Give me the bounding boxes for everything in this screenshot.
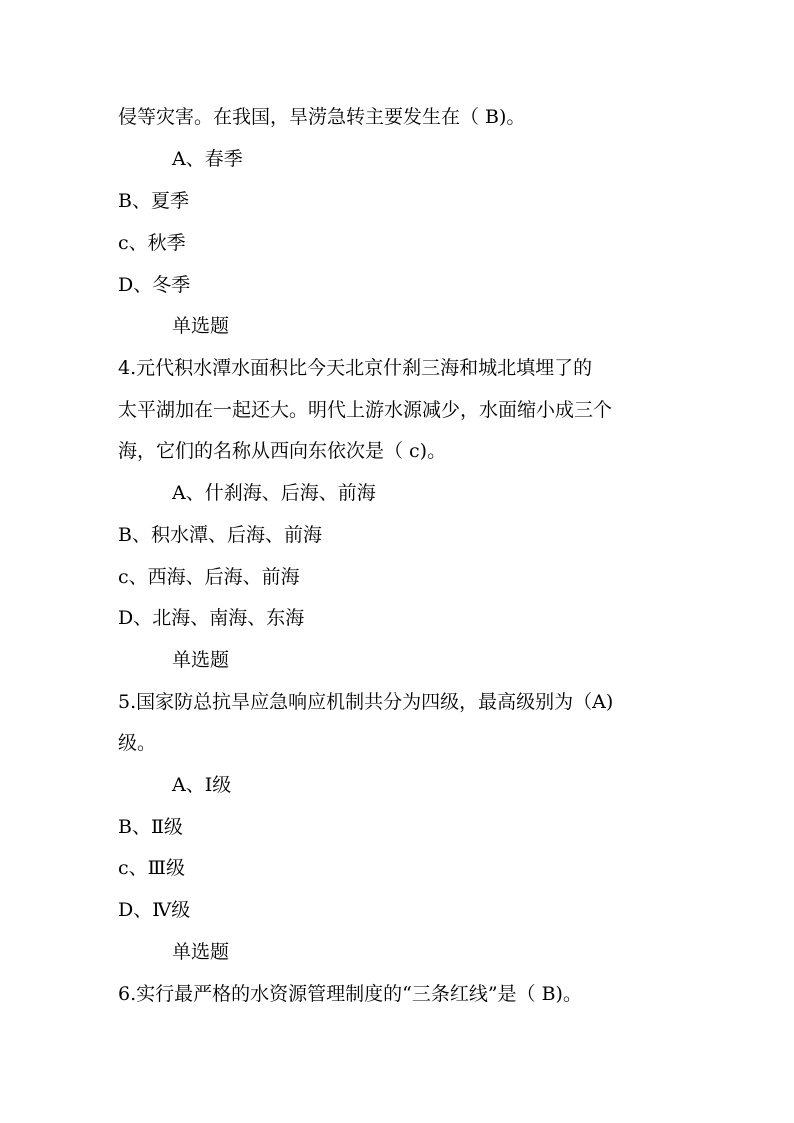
option-b: B、夏季 [118,190,189,212]
option-a: A、春季 [172,148,243,170]
question-type-label: 单选题 [172,941,230,963]
question-4-stem-line-3: 海，它们的名称从西向东依次是（ c)。 [118,440,447,462]
question-3-stem-end: 侵等灾害。在我国，旱涝急转主要发生在（ B)。 [118,106,526,128]
option-d: D、Ⅳ级 [118,899,191,921]
question-5-stem-line-2: 级。 [118,732,157,754]
question-type-label: 单选题 [172,649,230,671]
option-b: B、Ⅱ级 [118,816,183,838]
question-4-stem-line-1: 4.元代积水潭水面积比今天北京什刹三海和城北填埋了的 [118,357,593,379]
option-c: c、Ⅲ级 [118,857,185,879]
option-a: A、Ⅰ级 [172,774,232,796]
question-type-label: 单选题 [172,315,230,337]
question-6-stem: 6.实行最严格的水资源管理制度的“三条红线”是（ B)。 [118,983,582,1005]
option-b: B、积水潭、后海、前海 [118,524,322,546]
question-4-stem-line-2: 太平湖加在一起还大。明代上游水源减少，水面缩小成三个 [118,399,613,421]
option-d: D、冬季 [118,274,191,296]
option-c: c、西海、后海、前海 [118,566,300,588]
option-a: A、什刹海、后海、前海 [172,482,376,504]
question-5-stem-line-1: 5.国家防总抗旱应急响应机制共分为四级，最高级别为（A) [118,691,614,713]
option-d: D、北海、南海、东海 [118,607,305,629]
option-c: c、秋季 [118,232,186,254]
